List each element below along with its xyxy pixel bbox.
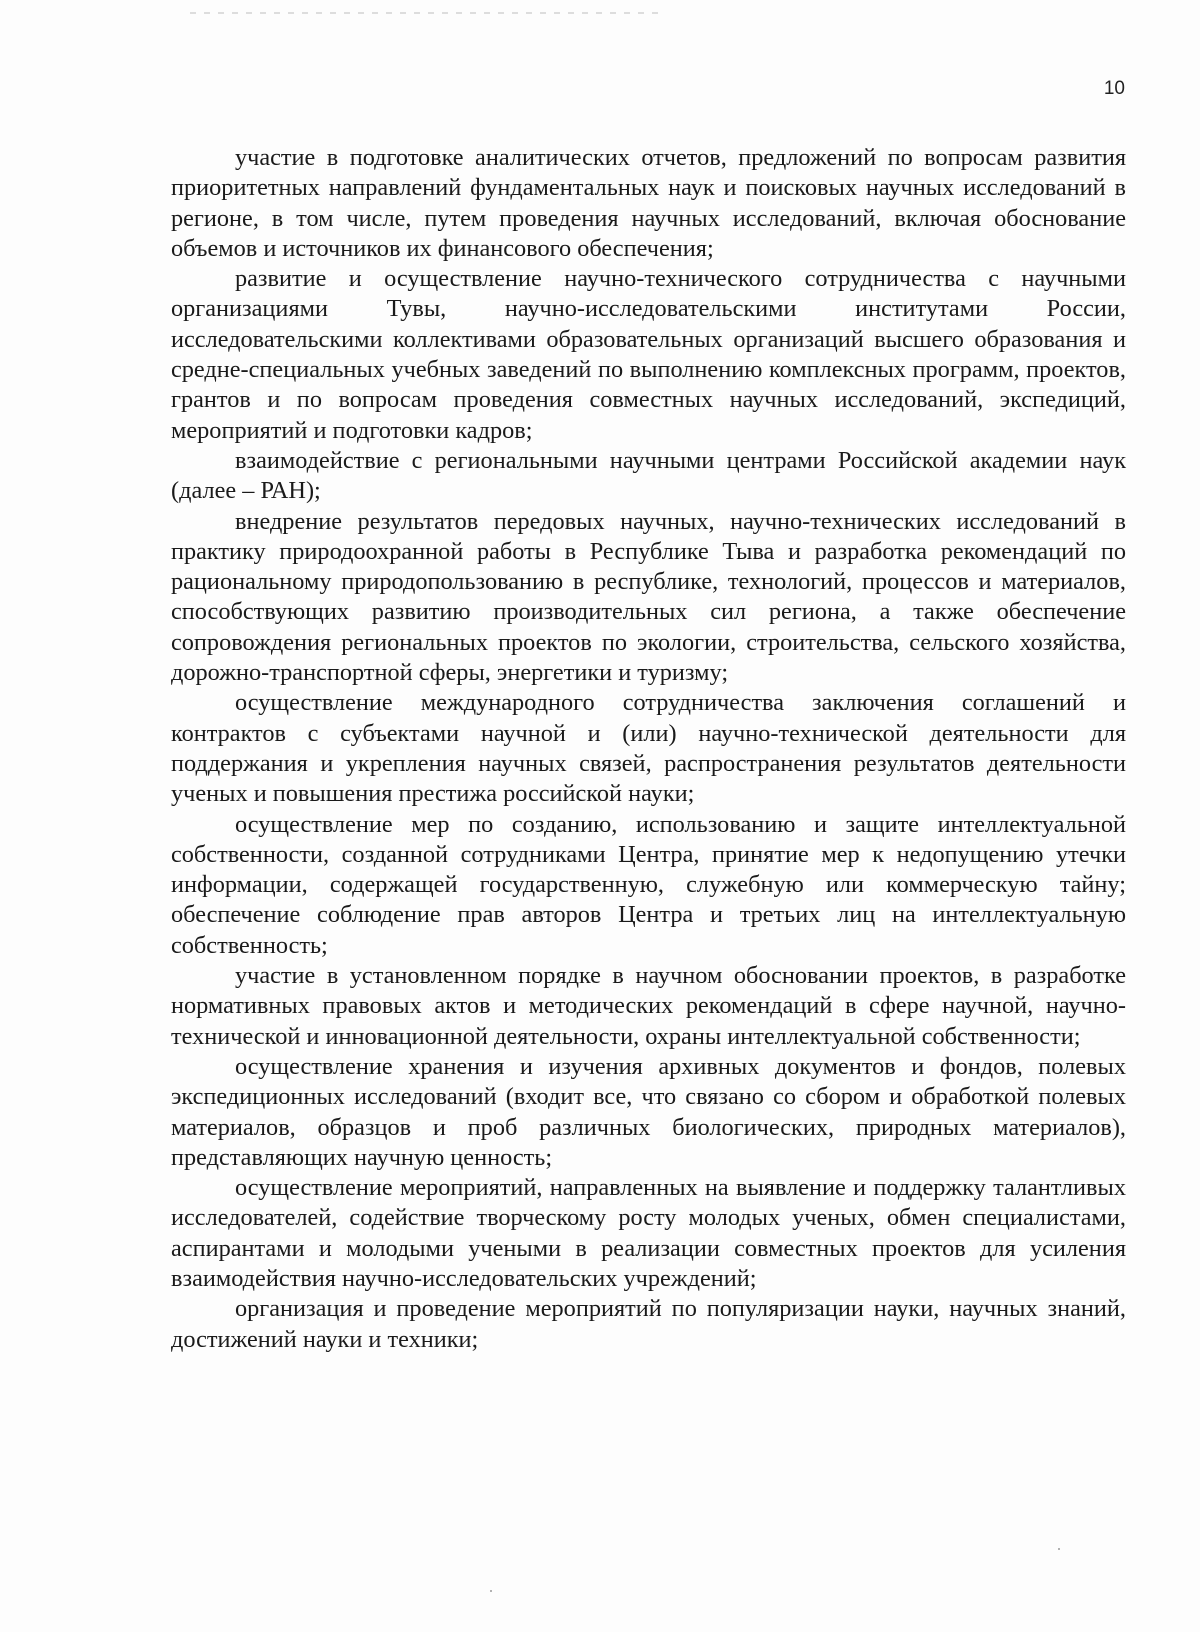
paragraph: осуществление международного сотрудничества заключения соглашений и контрактов с субъектами научной и (или) научно-технической деятельности для поддержания и укрепления научных связей, распространения результатов деятельности ученых и повышения престижа российской науки; (171, 689, 1126, 808)
document-body (171, 143, 1126, 1355)
page-number: 10 (1103, 78, 1125, 99)
scan-artifact (190, 12, 660, 14)
paragraph: участие в подготовке аналитических отчетов, предложений по вопросам развития приоритетных направлений фундаментальных наук и поисковых научных исследований в регионе, в том числе, путем проведения научных исследований, включая обоснование объемов и источников их финансового обеспечения; (171, 144, 1126, 262)
paragraph: развитие и осуществление научно-технического сотрудничества с научными организациями Тувы, научно-исследовательскими институтами России, исследовательскими коллективами образовательных организаций высшего образования и средне-специальных учебных заведений по выполнению комплексных программ, проектов, грантов и по вопросам проведения совместных научных исследований, экспедиций, мероприятий и подготовки кадров; (171, 265, 1126, 444)
scan-speck (490, 1590, 492, 1592)
paragraph: осуществление мер по созданию, использованию и защите интеллектуальной собственности, созданной сотрудниками Центра, принятие мер к недопущению утечки информации, содержащей государственную, служебную или коммерческую тайну; обеспечение соблюдение прав авторов Центра и третьих лиц на интеллектуальную собственность; (171, 810, 1126, 959)
paragraph: осуществление хранения и изучения архивных документов и фондов, полевых экспедиционных исследований (входит все, что связано со сбором и обработкой полевых материалов, образцов и проб различных биологических, природных материалов), представляющих научную ценность; (171, 1052, 1126, 1171)
paragraph: внедрение результатов передовых научных, научно-технических исследований в практику природоохранной работы в Республике Тыва и разработка рекомендаций по рациональному природопользованию в республике, технологий, процессов и материалов, способствующих развитию производительных сил региона, а также обеспечение сопровождения региональных проектов по экологии, строительства, сельского хозяйства, дорожно-транспортной сферы, энергетики и туризму; (171, 507, 1126, 687)
paragraph: осуществление мероприятий, направленных на выявление и поддержку талантливых исследователей, содействие творческому росту молодых ученых, обмен специалистами, аспирантами и молодыми учеными в реализации совместных проектов для усиления взаимодействия научно-исследовательских учреждений; (171, 1174, 1126, 1292)
paragraph: организация и проведение мероприятий по популяризации науки, научных знаний, достижений науки и техники; (171, 1295, 1126, 1353)
paragraph: взаимодействие с региональными научными центрами Российской академии наук (далее – РАН); (171, 446, 1126, 505)
paragraph: участие в установленном порядке в научном обосновании проектов, в разработке нормативных правовых актов и методических рекомендаций в сфере научной, научно-технической и инновационной деятельности, охраны интеллектуальной собственности; (171, 962, 1126, 1050)
scan-speck (1058, 1548, 1060, 1550)
